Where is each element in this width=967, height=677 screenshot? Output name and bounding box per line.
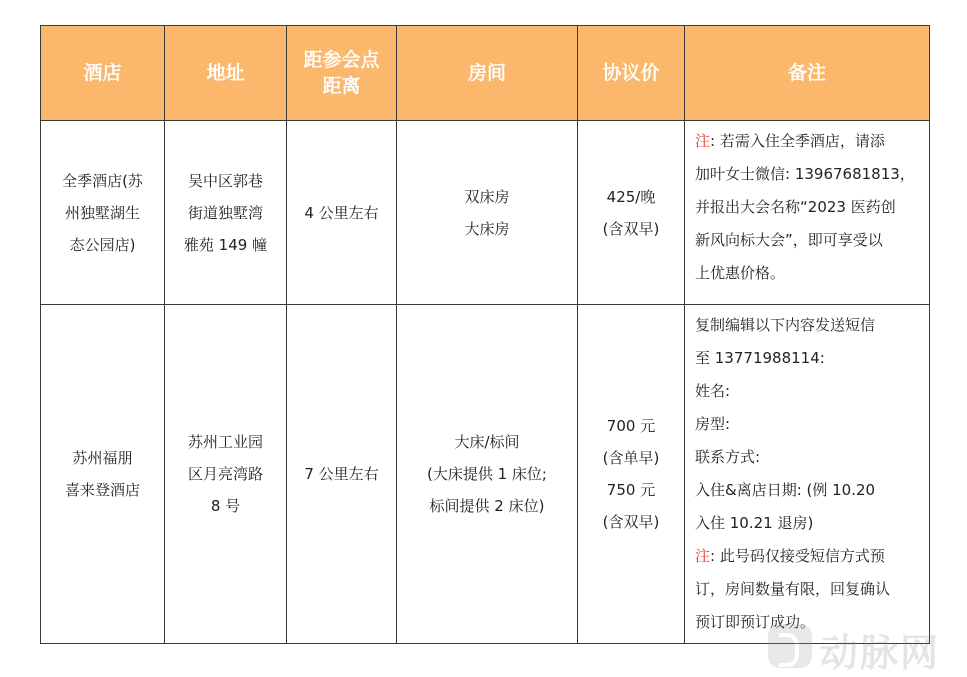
watermark-text: 动脉网 xyxy=(820,631,941,675)
address-line: 雅苑 149 幢 xyxy=(183,235,268,254)
header-distance-line-2: 距离 xyxy=(322,75,361,97)
note-line: 房型: xyxy=(695,415,731,433)
address-cell xyxy=(165,305,287,644)
address-line: 8 号 xyxy=(210,497,241,515)
hotel-line: 全季酒店(苏 xyxy=(62,171,143,190)
note-line: 加叶女士微信: 13967681813， xyxy=(695,165,915,183)
hotel-cell xyxy=(41,121,165,305)
logo-icon xyxy=(768,624,812,668)
room-line: 大床房 xyxy=(464,219,510,238)
price-line: 750 元 xyxy=(606,481,656,499)
price-cell xyxy=(578,305,685,644)
note-line: 订，房间数量有限，回复确认 xyxy=(695,580,891,598)
distance-cell: 4 公里左右 xyxy=(287,121,397,305)
header-hotel: 酒店 xyxy=(41,26,165,121)
header-note: 备注 xyxy=(685,26,930,121)
note-line: 至 13771988114: xyxy=(695,349,825,367)
price-cell xyxy=(578,121,685,305)
price-line: (含双早) xyxy=(602,219,660,238)
note-text: : 此号码仅接受短信方式预 xyxy=(710,547,885,565)
note-line: 新风向标大会”，即可享受以 xyxy=(695,231,883,249)
price-line: (含单早) xyxy=(602,449,660,467)
note-label: 注 xyxy=(695,132,711,150)
hotel-line: 苏州福朋 xyxy=(72,449,133,467)
address-line: 苏州工业园 xyxy=(187,433,263,451)
note-line: 入住 10.21 退房) xyxy=(695,514,814,532)
distance-cell: 7 公里左右 xyxy=(287,305,397,644)
hotel-line: 州独墅湖生 xyxy=(64,203,140,222)
address-line: 吴中区郭巷 xyxy=(187,171,263,190)
room-line: 双床房 xyxy=(464,187,510,206)
header-price: 协议价 xyxy=(578,26,685,121)
note-line: 联系方式: xyxy=(695,448,761,466)
note-line: 复制编辑以下内容发送短信 xyxy=(695,316,876,334)
hotel-cell xyxy=(41,305,165,644)
note-label: 注 xyxy=(695,547,711,565)
watermark xyxy=(768,620,958,675)
note-line xyxy=(695,125,921,158)
address-line: 街道独墅湾 xyxy=(187,203,263,222)
note-line: 入住&离店日期: (例 10.20 xyxy=(695,481,876,499)
note-line: 姓名: xyxy=(695,382,731,400)
note-line: 上优惠价格。 xyxy=(695,264,786,282)
note-cell xyxy=(685,121,930,305)
room-line: 标间提供 2 床位) xyxy=(429,497,545,515)
price-line: 700 元 xyxy=(606,417,656,435)
header-distance xyxy=(287,26,397,121)
note-text: : 若需入住全季酒店，请添 xyxy=(710,132,885,150)
header-room: 房间 xyxy=(397,26,578,121)
header-distance-line-1: 距参会点 xyxy=(303,49,380,71)
address-cell xyxy=(165,121,287,305)
header-address: 地址 xyxy=(165,26,287,121)
room-cell xyxy=(397,305,578,644)
room-line: (大床提供 1 床位; xyxy=(427,465,547,483)
price-line: 425/晚 xyxy=(606,187,656,206)
hotel-table xyxy=(40,25,930,644)
note-line xyxy=(695,540,921,573)
note-line: 预订即预订成功。 xyxy=(695,613,816,631)
price-line: (含双早) xyxy=(602,513,660,531)
address-line: 区月亮湾路 xyxy=(187,465,263,483)
table-row xyxy=(41,121,930,305)
note-line: 并报出大会名称“2023 医药创 xyxy=(695,198,896,216)
hotel-line: 喜来登酒店 xyxy=(64,481,140,499)
note-cell xyxy=(685,305,930,644)
room-line: 大床/标间 xyxy=(454,433,520,451)
room-cell xyxy=(397,121,578,305)
table-row xyxy=(41,305,930,644)
hotel-line: 态公园店) xyxy=(69,235,136,254)
header-row xyxy=(41,26,930,121)
